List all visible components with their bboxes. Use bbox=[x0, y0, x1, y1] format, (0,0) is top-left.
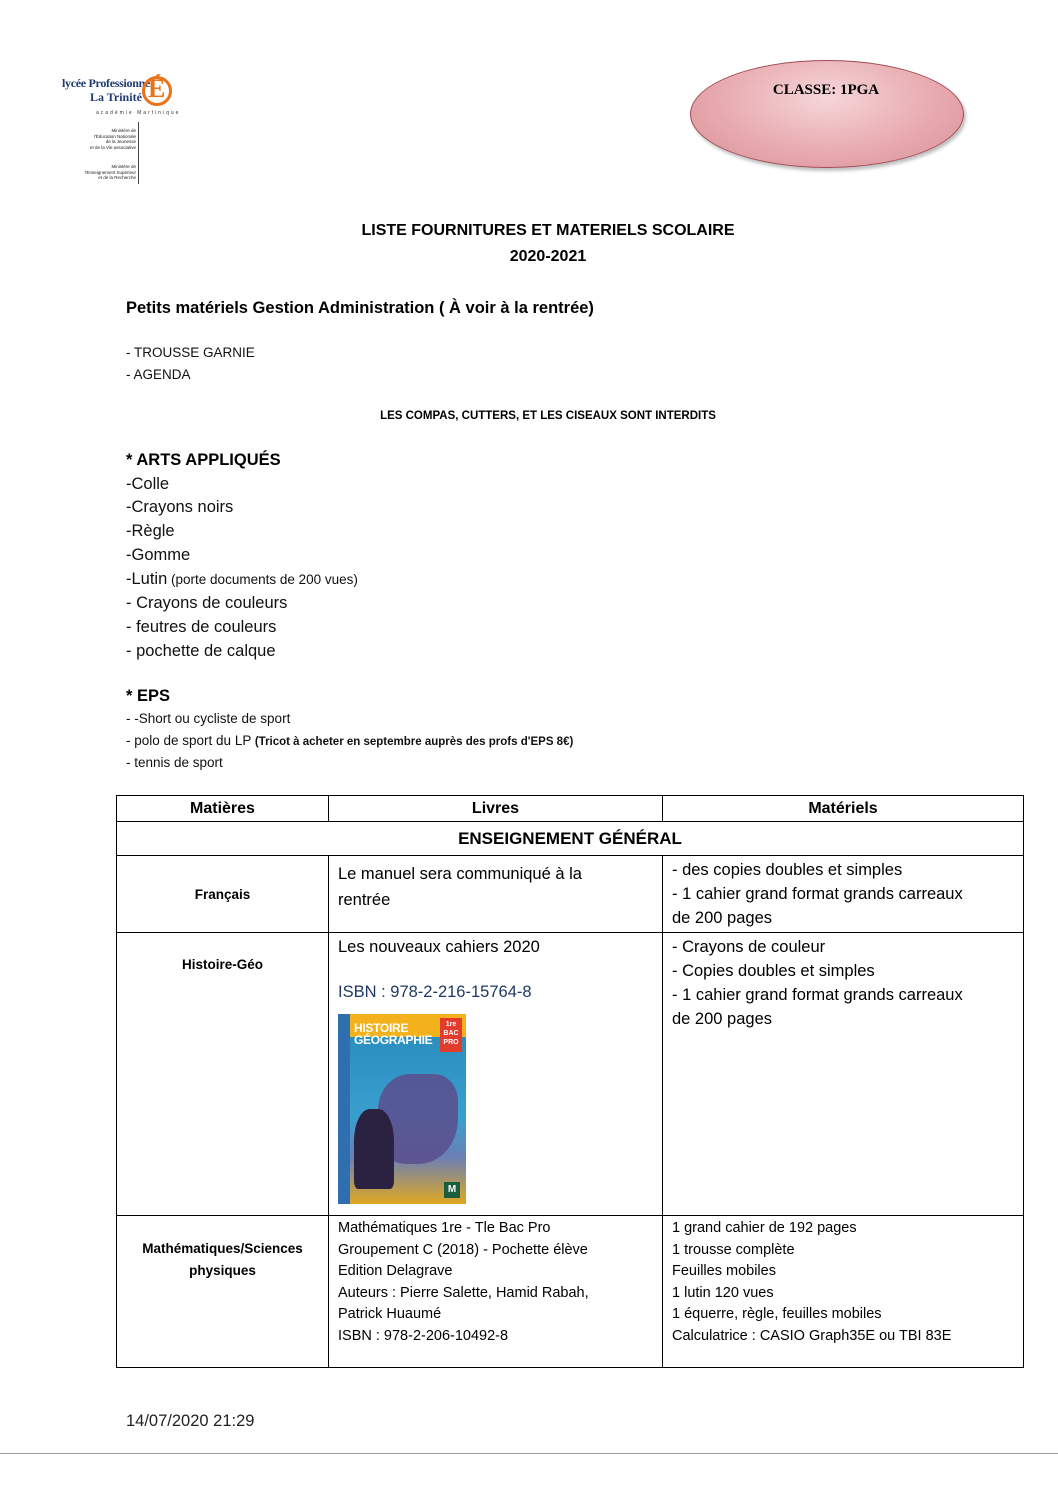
book-line: Auteurs : Pierre Salette, Hamid Rabah, bbox=[338, 1284, 589, 1301]
polo-note: (Tricot à acheter en septembre auprès des profs d'EPS 8€) bbox=[254, 736, 574, 748]
materials-cell bbox=[663, 1216, 1024, 1368]
isbn-line: ISBN : 978-2-216-15764-8 bbox=[338, 983, 532, 1001]
enseignement-general: ENSEIGNEMENT GÉNÉRAL bbox=[117, 822, 1024, 856]
petits-item: - TROUSSE GARNIE bbox=[126, 345, 255, 360]
bottom-divider bbox=[0, 1453, 1058, 1454]
logo-divider bbox=[138, 122, 139, 184]
book-cell bbox=[329, 1216, 663, 1368]
petits-item: - AGENDA bbox=[126, 367, 191, 382]
book-line: Mathématiques 1re - Tle Bac Pro bbox=[338, 1220, 551, 1236]
table-row bbox=[117, 933, 1024, 1216]
header-livres: Livres bbox=[329, 796, 663, 822]
arts-item: -Gomme bbox=[126, 546, 191, 564]
arts-item: - feutres de couleurs bbox=[126, 618, 277, 636]
header-matieres: Matières bbox=[117, 796, 329, 822]
material-line: Feuilles mobiles bbox=[672, 1263, 776, 1279]
logo-academie: académie Martinique bbox=[96, 110, 181, 116]
arts-item: -Crayons noirs bbox=[126, 498, 234, 516]
cover-level-tag: 1re BAC PRO bbox=[440, 1018, 462, 1052]
cover-stripe bbox=[338, 1014, 350, 1204]
book-line: Edition Delagrave bbox=[338, 1263, 453, 1279]
arts-item: -Règle bbox=[126, 522, 175, 540]
school-logo bbox=[60, 70, 180, 188]
supplies-table bbox=[116, 795, 1024, 1368]
eps-item: - -Short ou cycliste de sport bbox=[126, 711, 291, 726]
logo-line2: La Trinité bbox=[90, 90, 142, 104]
material-line: 1 grand cahier de 192 pages bbox=[672, 1220, 857, 1236]
material-line: 1 trousse complète bbox=[672, 1241, 795, 1258]
material-line: - 1 cahier grand format grands carreaux bbox=[672, 986, 963, 1004]
material-line: 1 équerre, règle, feuilles mobiles bbox=[672, 1306, 882, 1322]
table-row bbox=[117, 856, 1024, 933]
logo-letter: É bbox=[148, 74, 166, 103]
header-materiels: Matériels bbox=[663, 796, 1024, 822]
petits-materiels-heading: Petits matériels Gestion Administration ( À voir à la rentrée) bbox=[126, 299, 594, 317]
warning-text: LES COMPAS, CUTTERS, ET LES CISEAUX SONT INTERDITS bbox=[380, 410, 716, 422]
logo-line1: lycée Professionnel bbox=[62, 76, 154, 90]
polo-label: - polo de sport du LP bbox=[126, 733, 255, 748]
arts-item: - pochette de calque bbox=[126, 642, 276, 660]
book-line: rentrée bbox=[338, 891, 391, 909]
materials-cell bbox=[663, 933, 1024, 1216]
eps-item-polo bbox=[126, 733, 573, 748]
class-label: CLASSE: 1PGA bbox=[772, 82, 880, 98]
logo-ministry-research: Ministère de l'Enseignement Supérieur et de la Recherche bbox=[84, 164, 136, 180]
material-line: - Copies doubles et simples bbox=[672, 962, 875, 980]
arts-item: - Crayons de couleurs bbox=[126, 594, 288, 612]
book-line: Groupement C (2018) - Pochette élève bbox=[338, 1241, 588, 1258]
material-line: - Crayons de couleur bbox=[672, 938, 826, 956]
document-title: LISTE FOURNITURES ET MATERIELS SCOLAIRE bbox=[361, 222, 735, 239]
publisher-logo: M bbox=[444, 1182, 460, 1198]
material-line: 1 lutin 120 vues bbox=[672, 1284, 774, 1301]
arts-heading: * ARTS APPLIQUÉS bbox=[126, 451, 281, 469]
document-year: 2020-2021 bbox=[509, 248, 587, 265]
arts-item-lutin bbox=[126, 570, 358, 589]
book-line: Le manuel sera communiqué à la bbox=[338, 865, 582, 883]
book-cell bbox=[329, 933, 663, 1216]
book-line: Patrick Huaumé bbox=[338, 1306, 442, 1322]
subject-cell: Mathématiques/Sciences physiques bbox=[117, 1216, 329, 1368]
book-line: ISBN : 978-2-206-10492-8 bbox=[338, 1327, 509, 1344]
eps-item: - tennis de sport bbox=[126, 755, 223, 770]
material-line: de 200 pages bbox=[672, 1010, 773, 1028]
eps-heading: * EPS bbox=[126, 687, 171, 705]
subject-cell: Histoire-Géo bbox=[117, 933, 329, 1216]
table-row bbox=[117, 1216, 1024, 1368]
book-cover-image bbox=[338, 1014, 466, 1204]
material-line: de 200 pages bbox=[672, 909, 773, 927]
materials-cell bbox=[663, 856, 1024, 933]
cover-photo bbox=[354, 1109, 394, 1189]
class-badge bbox=[690, 60, 964, 168]
arts-item: -Colle bbox=[126, 475, 170, 493]
book-line: Les nouveaux cahiers 2020 bbox=[338, 938, 540, 956]
cover-title: HISTOIRE GÉOGRAPHIE bbox=[354, 1021, 433, 1047]
table-header-row bbox=[117, 796, 1024, 822]
material-line: - 1 cahier grand format grands carreaux bbox=[672, 885, 963, 903]
lutin-label: -Lutin bbox=[126, 570, 168, 588]
material-line: Calculatrice : CASIO Graph35E ou TBI 83E bbox=[672, 1327, 952, 1344]
lutin-note: (porte documents de 200 vues) bbox=[167, 572, 358, 587]
logo-ministry-education: Ministère de l'Éducation Nationale de la Jeunesse et de la Vie associative bbox=[90, 128, 136, 150]
timestamp: 14/07/2020 21:29 bbox=[126, 1412, 255, 1430]
subject-cell: Français bbox=[117, 856, 329, 933]
material-line: - des copies doubles et simples bbox=[672, 861, 903, 879]
book-cell bbox=[329, 856, 663, 933]
table-subheader-row bbox=[117, 822, 1024, 856]
